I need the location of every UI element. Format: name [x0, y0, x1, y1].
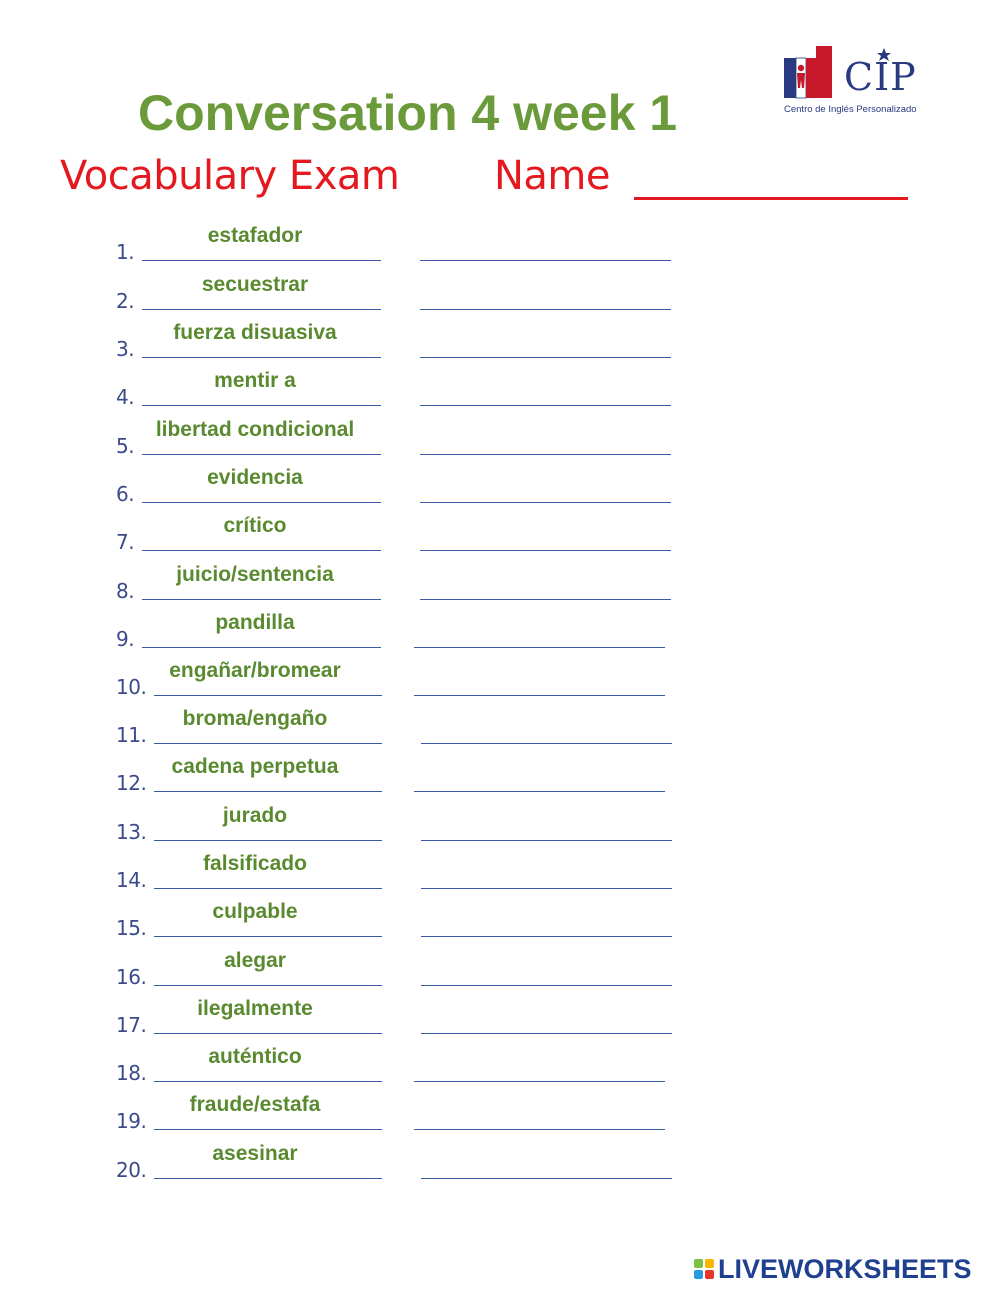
answer-text: alegar	[224, 949, 286, 972]
item-number: 5.	[116, 434, 135, 458]
list-item	[0, 611, 1000, 651]
answer-blank[interactable]	[154, 936, 382, 937]
answer-text: asesinar	[212, 1142, 298, 1165]
answer-text: juicio/sentencia	[176, 563, 334, 586]
list-item	[0, 514, 1000, 554]
translation-blank[interactable]	[414, 791, 665, 792]
answer-blank[interactable]	[154, 888, 382, 889]
list-item	[0, 707, 1000, 747]
answer-text: secuestrar	[201, 273, 309, 296]
answer-text: crítico	[223, 514, 287, 537]
liveworksheets-brand	[694, 1253, 972, 1284]
answer-text: estafador	[207, 224, 303, 247]
answer-blank[interactable]	[142, 357, 381, 358]
item-number: 11.	[116, 723, 147, 747]
answer-text: jurado	[222, 804, 288, 827]
answer-blank[interactable]	[154, 1033, 382, 1034]
answer-blank[interactable]	[154, 1129, 382, 1130]
list-item	[0, 273, 1000, 313]
list-item	[0, 804, 1000, 844]
item-number: 15.	[116, 916, 147, 940]
item-number: 2.	[116, 289, 135, 313]
translation-blank[interactable]	[421, 840, 672, 841]
list-item	[0, 900, 1000, 940]
answer-blank[interactable]	[154, 1178, 382, 1179]
logo-text: CIP	[844, 55, 917, 99]
item-number: 13.	[116, 820, 147, 844]
liveworksheets-wordmark: LIVEWORKSHEETS	[718, 1253, 972, 1284]
translation-blank[interactable]	[420, 550, 671, 551]
list-item	[0, 659, 1000, 699]
translation-blank[interactable]	[421, 1178, 672, 1179]
list-item	[0, 755, 1000, 795]
name-field-line[interactable]	[634, 197, 908, 200]
translation-blank[interactable]	[414, 1081, 665, 1082]
answer-blank[interactable]	[154, 695, 382, 696]
answer-blank[interactable]	[142, 550, 381, 551]
translation-blank[interactable]	[421, 1033, 672, 1034]
answer-blank[interactable]	[142, 454, 381, 455]
translation-blank[interactable]	[420, 405, 671, 406]
translation-blank[interactable]	[421, 985, 672, 986]
translation-blank[interactable]	[420, 454, 671, 455]
item-number: 7.	[116, 530, 135, 554]
answer-blank[interactable]	[142, 405, 381, 406]
item-number: 14.	[116, 868, 147, 892]
item-number: 19.	[116, 1109, 147, 1133]
answer-text: cadena perpetua	[171, 755, 339, 778]
answer-blank[interactable]	[154, 1081, 382, 1082]
list-item	[0, 852, 1000, 892]
list-item	[0, 1142, 1000, 1182]
answer-text: auténtico	[208, 1045, 302, 1068]
translation-blank[interactable]	[420, 502, 671, 503]
item-number: 10.	[116, 675, 147, 699]
answer-text: evidencia	[207, 466, 303, 489]
list-item	[0, 1093, 1000, 1133]
logo-caption: Centro de Inglés Personalizado	[784, 104, 917, 115]
item-number: 12.	[116, 771, 147, 795]
item-number: 8.	[116, 579, 135, 603]
answer-text: libertad condicional	[155, 418, 355, 441]
item-number: 16.	[116, 965, 147, 989]
answer-text: pandilla	[215, 611, 295, 634]
translation-blank[interactable]	[421, 743, 672, 744]
list-item	[0, 563, 1000, 603]
translation-blank[interactable]	[414, 647, 665, 648]
translation-blank[interactable]	[420, 260, 671, 261]
answer-blank[interactable]	[154, 791, 382, 792]
list-item	[0, 949, 1000, 989]
item-number: 18.	[116, 1061, 147, 1085]
translation-blank[interactable]	[414, 1129, 665, 1130]
item-number: 17.	[116, 1013, 147, 1037]
list-item	[0, 418, 1000, 458]
translation-blank[interactable]	[421, 888, 672, 889]
translation-blank[interactable]	[420, 599, 671, 600]
answer-text: mentir a	[214, 369, 296, 392]
answer-blank[interactable]	[154, 840, 382, 841]
exam-subtitle: Vocabulary Exam	[60, 153, 400, 199]
translation-blank[interactable]	[421, 936, 672, 937]
list-item	[0, 224, 1000, 264]
name-label: Name	[494, 153, 611, 199]
item-number: 6.	[116, 482, 135, 506]
liveworksheets-logo-icon	[694, 1259, 714, 1279]
item-number: 20.	[116, 1158, 147, 1182]
item-number: 9.	[116, 627, 135, 651]
answer-blank[interactable]	[142, 502, 381, 503]
item-number: 1.	[116, 240, 135, 264]
answer-text: culpable	[212, 900, 298, 923]
item-number: 4.	[116, 385, 135, 409]
answer-blank[interactable]	[154, 743, 382, 744]
answer-text: broma/engaño	[182, 707, 328, 730]
translation-blank[interactable]	[420, 357, 671, 358]
list-item	[0, 1045, 1000, 1085]
answer-blank[interactable]	[154, 985, 382, 986]
translation-blank[interactable]	[414, 695, 665, 696]
answer-blank[interactable]	[142, 309, 381, 310]
answer-blank[interactable]	[142, 260, 381, 261]
page-title: Conversation 4 week 1	[138, 85, 678, 141]
answer-text: fuerza disuasiva	[173, 321, 337, 344]
list-item	[0, 997, 1000, 1037]
answer-text: fraude/estafa	[189, 1093, 321, 1116]
answer-text: ilegalmente	[197, 997, 313, 1020]
answer-blank[interactable]	[142, 647, 381, 648]
list-item	[0, 466, 1000, 506]
item-number: 3.	[116, 337, 135, 361]
translation-blank[interactable]	[420, 309, 671, 310]
answer-blank[interactable]	[142, 599, 381, 600]
list-item	[0, 321, 1000, 361]
answer-text: engañar/bromear	[169, 659, 341, 682]
list-item	[0, 369, 1000, 409]
answer-text: falsificado	[203, 852, 307, 875]
